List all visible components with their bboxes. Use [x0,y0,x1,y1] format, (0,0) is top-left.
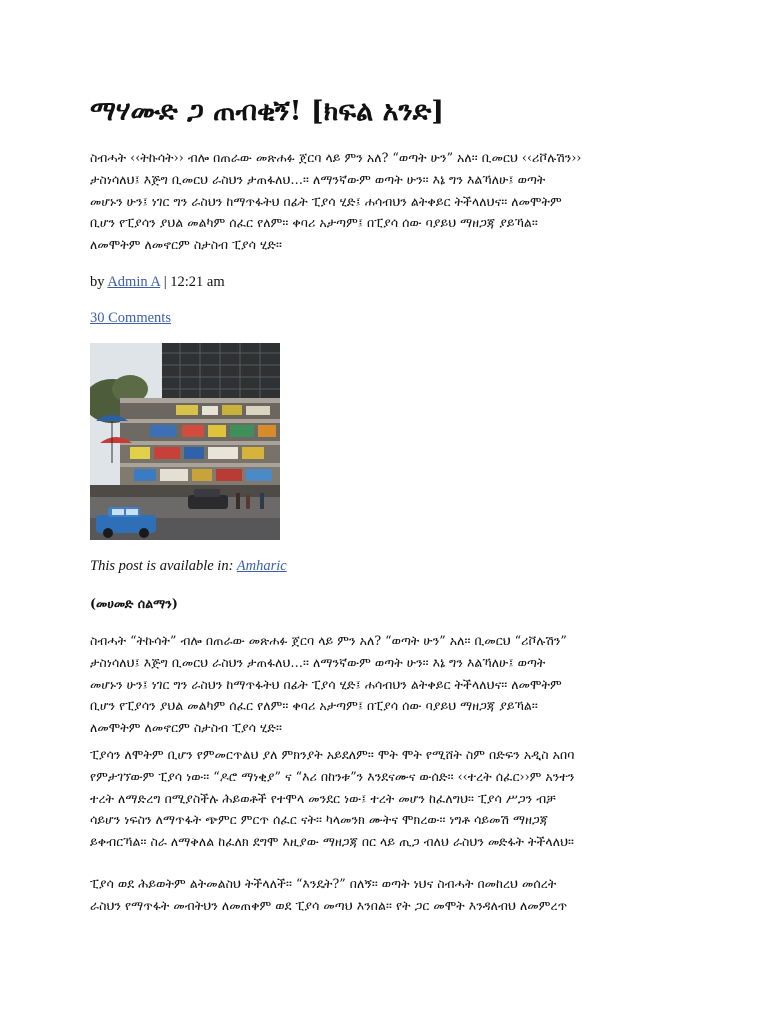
street-building-image [90,343,280,540]
body-line: ይቀብርኻል፡፡ ስራ ለማቅለል ከፈለክ ደግሞ እዚያው ማዘጋጃ በር ላይ ጢጋ ብለህ ራስህን መድፋት ትችላለህ፡፡ [90,834,575,850]
body-line: ቢሆን የፒያሳን ያህል መልካም ሰፈር የለም፡፡ ቀባሪ አታጣም፤ በፒያሳ ሰው ባያይህ ማዘጋጃ ያይኻል፡፡ [90,698,538,714]
comments-link[interactable]: 30 Comments [90,310,171,326]
excerpt-line: ለመሞትም ለመኖርም ስታስብ ፒያሳ ሂድ፡፡ [90,237,282,253]
body-line: ራስህን የማጥፋት መብትህን ለመጠቀም ወደ ፒያሳ መጣህ እንበል፡፡ የት ጋር መሞት እንዳለብህ ለመምረጥ [90,897,568,913]
language-link-amharic[interactable]: Amharic [236,558,287,574]
body-line: ታስነሳለህ፤ እጅግ ቢመርህ ራስህን ታጠፋለህ…፡፡ ለማንኛውም ወጣት ሁን፡፡ እኔ ግን እልኻለሁ፤ ወጣት [90,654,546,670]
body-paragraph-1 [90,630,690,739]
body-line: ለመሞትም ለመኖርም ስታስብ ፒያሳ ሂድ፡፡ [90,720,282,736]
excerpt-line: መሆኑን ሁን፤ ነገር ግን ራስህን ከማጥፋትህ በፊት ፒያሳ ሂድ፤ ሐሳብህን ልትቀይር ትችላለህና፡፡ ለመሞትም [90,193,562,209]
comments-row [90,308,171,328]
body-line: ተረት ለማድረግ በሚያስችሉ ሕይወቶች የተሞላ መንደር ነው፤ ተረት መሆን ከፈለግህ፡፡ ፒያሳ ሥጋን ብቻ [90,790,556,806]
body-line: የምታገኘውም ፒያሳ ነው፡፡ “ዶሮ ማነቂያ” ና “እሪ በከንቱ”ን እንደናሙና ውሰድ፡፡ ‹‹ተረት ሰፈር››ም አንተን [90,768,575,784]
body-paragraph-3 [90,873,690,917]
body-line: ፒያሳ ወደ ሕይወትም ልትመልስህ ትችላለች፡፡ “እንዴት?” በለኝ፡፡ ወጣት ነህና ስብሓት በመከረህ መሰረት [90,876,557,891]
post-excerpt [90,147,690,256]
excerpt-line: ቢሆን የፒያሳን ያህል መልካም ሰፈር የለም፡፡ ቀባሪ አታጣም፤ በፒያሳ ሰው ባያይህ ማዘጋጃ ያይኻል፡፡ [90,215,538,231]
post-time: 12:21 am [170,274,225,290]
body-line: ፒያሳን ለሞትም ቢሆን የምመርጥልህ ያለ ምክንያት አይደለም፡፡ ሞት ሞት የሚሸት ስም በድፍን አዲስ አበባ [90,747,575,762]
byline-prefix: by [90,274,108,290]
body-paragraph-2 [90,744,690,853]
post-title: ማሃሙድ ጋ ጠብቂኝ! [ክፍል አንድ] [90,96,445,127]
language-availability [90,556,287,576]
author-credit: (መሀመድ ሰልማን) [90,596,178,611]
excerpt-line: ታስነሳለህ፤ እጅግ ቢመርህ ራስህን ታጠፋለህ…፡፡ ለማንኛውም ወጣት ሁን፡፡ እኔ ግን እልኻለሁ፤ ወጣት [90,171,546,187]
street-building-photo [90,343,280,540]
availability-label: This post is available in: [90,558,237,574]
post-byline [90,272,225,292]
byline-separator: | [160,274,171,290]
body-line: ሳይሆን ነፍስን ለማጥፋት ጭምር ምርጥ ሰፈር ናት፡፡ ካላመንክ ሙትና ሞክረው፡፡ ነግቶ ሳይመሽ ማዘጋጃ [90,812,549,828]
author-link[interactable]: Admin A [107,274,161,290]
body-line: ስብሓት “ትኩሳት” ብሎ በጠራው መጽሐፉ ጀርባ ላይ ምን አለ? “ወጣት ሁን” አለ፡፡ ቢመርህ “ሪቮሉሽን” [90,633,567,648]
body-line: መሆኑን ሁን፤ ነገር ግን ራስህን ከማጥፋትህ በፊት ፒያሳ ሂድ፤ ሐሳብህን ልትቀይር ትችላለህና፡፡ ለመሞትም [90,676,562,692]
excerpt-line: ስብሓት ‹‹ትኩሳት›› ብሎ በጠራው መጽሐፉ ጀርባ ላይ ምን አለ? “ወጣት ሁን” አለ፡፡ ቢመርህ ‹‹ሪቮሉሽን›› [90,150,582,165]
